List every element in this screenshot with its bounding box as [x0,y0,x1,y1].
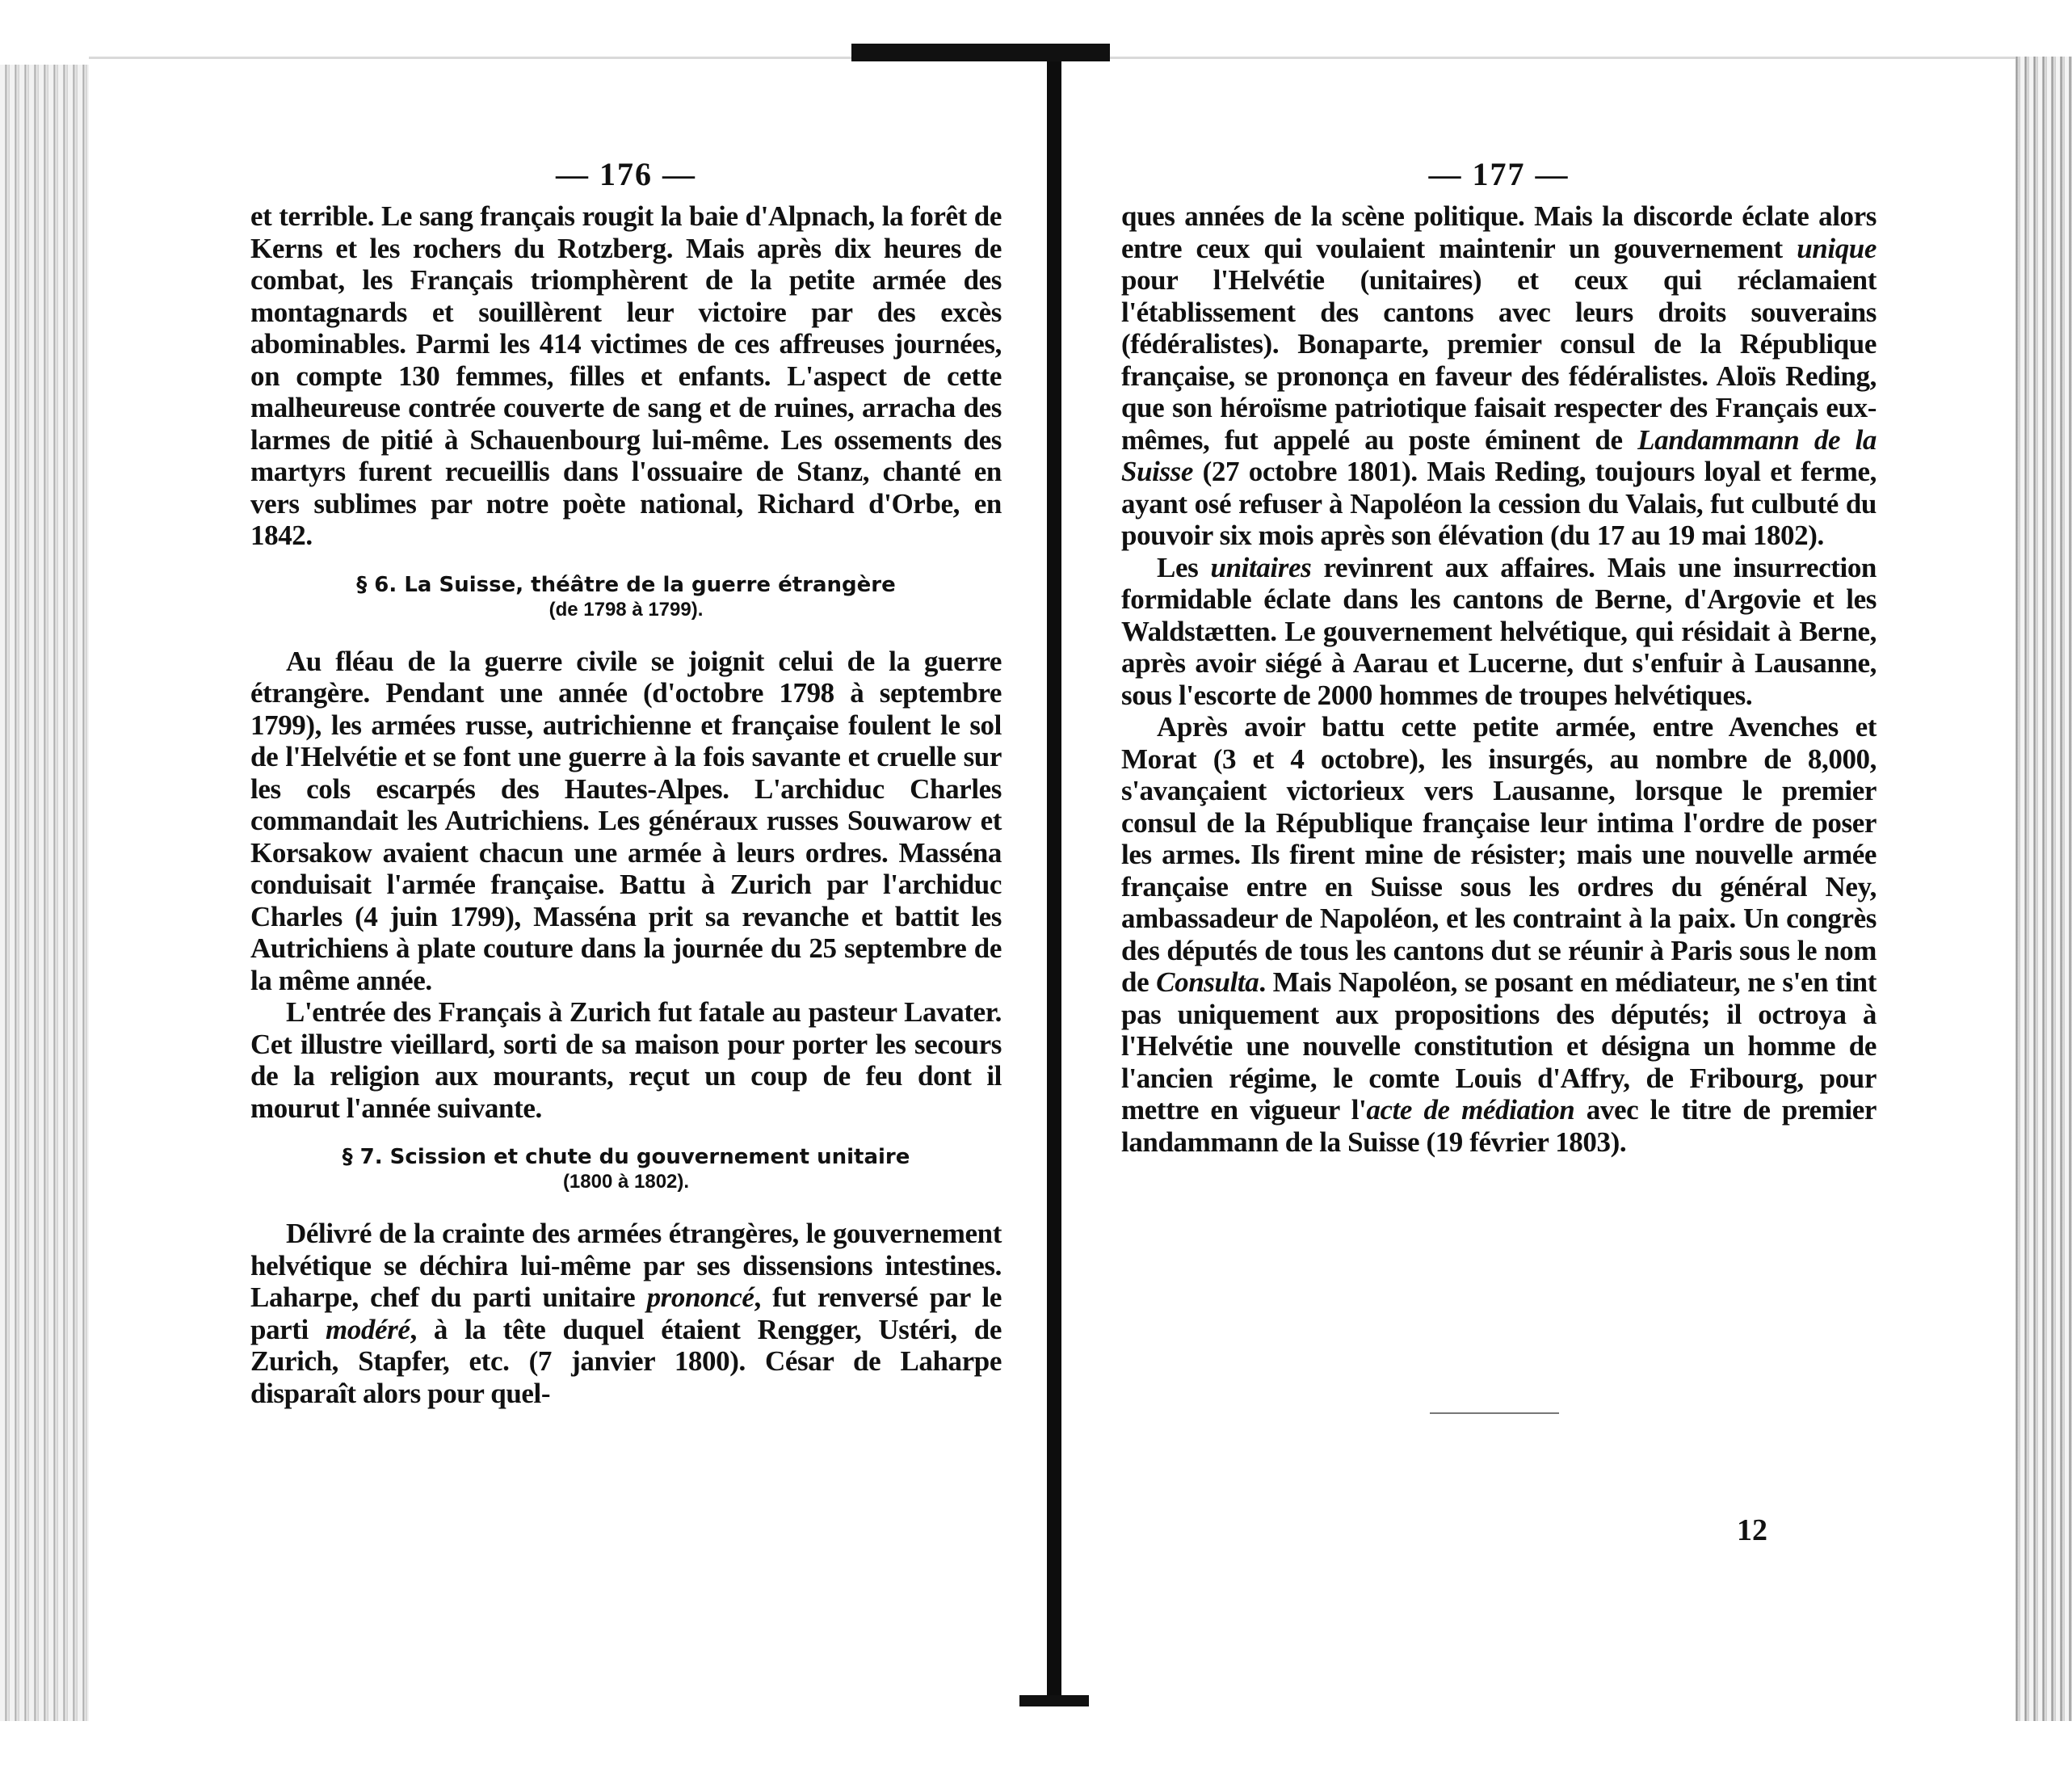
signature-mark: 12 [1737,1513,1767,1547]
text-run: Délivré de la crainte des armées étrangères, le gouvernement helvétique se déchira lui-même par ses dissensions intestines. Laharpe, chef du parti unitaire [250,1218,1002,1313]
italic-term: unique [1797,232,1877,264]
italic-term: unitaires [1210,551,1312,583]
paragraph: et terrible. Le sang français rougit la baie d'Alpnach, la forêt de Kerns et les rochers du Rotzberg. Mais après dix heures de combat, les Français triomphèrent de la petite armée des montagnards et souillèrent leur victoire par des excès abominables. Parmi les 414 victimes de ces affreuses journées, on compte 130 femmes, filles et enfants. L'aspect de cette malheureuse contrée couverte de sang et de ruines, arracha des larmes de pitié à Schauenbourg lui-même. Les ossements des martyrs furent recueillis dans l'ossuaire de Stanz, chanté en vers sublimes par notre poète national, Richard d'Orbe, en 1842. [250,200,1002,551]
text-run: , fut renversé par le parti [250,1281,1002,1345]
book-gutter [1047,61,1061,1703]
left-page-text [250,154,1002,1409]
italic-term: prononcé [646,1281,754,1313]
section-dates: (de 1798 à 1799). [548,598,704,621]
section-title: § 7. Scission et chute du gouvernement unitaire [342,1145,910,1169]
end-rule [1430,1412,1559,1414]
section-title: § 6. La Suisse, théâtre de la guerre étrangère [356,572,896,597]
text-run: pour l'Helvétie (unitaires) et ceux qui réclamaient l'établissement des cantons avec leurs droits souverains (fédéralistes). Bonaparte, premier consul de la République française, se prononça en faveur des fédéralistes. Aloïs Reding, que son héroïsme patriotique faisait respecter des Français eux-mêmes, fut appelé au poste éminent de [1121,264,1877,456]
paragraph: L'entrée des Français à Zurich fut fatale au pasteur Lavater. Cet illustre vieillard, sorti de sa maison pour porter les secours de la religion aux mourants, reçut un coup de feu dont il mourut l'année suivante. [250,996,1002,1124]
right-page-text [1121,154,1877,1158]
page-number-177: — 177 — [1428,156,1570,192]
text-run: , à la tête duquel étaient Rengger, Ustéri, de Zurich, Stapfer, etc. (7 janvier 1800). César de Laharpe disparaît alors pour quel- [250,1313,1002,1409]
text-run: ques années de la scène politique. Mais la discorde éclate alors entre ceux qui voulaient maintenir un gouvernement [1121,200,1877,264]
text-run: (27 octobre 1801). Mais Reding, toujours loyal et ferme, ayant osé refuser à Napoléon la cession du Valais, fut culbuté du pouvoir six mois après son élévation (du 17 au 19 mai 1802). [1121,456,1877,551]
text-run: avec le titre de premier landammann de la Suisse (19 février 1803). [1121,1094,1877,1158]
italic-term: Consulta [1156,966,1259,998]
right-page-edges [2011,57,2072,1721]
italic-term: modéré [325,1313,410,1345]
paragraph: Au fléau de la guerre civile se joignit celui de la guerre étrangère. Pendant une année (d'octobre 1798 à septembre 1799), les armées russe, autrichienne et française foulent le sol de l'Helvétie et se font une guerre à la fois savante et cruelle sur les cols escarpés des Hautes-Alpes. L'archiduc Charles commandait les Autrichiens. Les généraux russes Souwarow et Korsakow avaient chacun une armée à leurs ordres. Masséna conduisait l'armée française. Battu à Zurich par l'archiduc Charles (4 juin 1799), Masséna prit sa revanche et battit les Autrichiens à plate couture dans la journée du 25 septembre de la même année. [250,645,1002,996]
text-run: . Mais Napoléon, se posant en médiateur, ne s'en tint pas uniquement aux propositions des députés; il octroya à l'Helvétie une nouvelle constitution et désigna un homme de l'ancien régime, le comte Louis d'Affry, de Fribourg, pour mettre en vigueur l' [1121,966,1877,1126]
italic-term: acte de médiation [1366,1094,1575,1126]
paragraph [1121,200,1877,552]
gutter-bottom-bar [1019,1695,1089,1706]
section-7-heading [250,1143,1002,1193]
page-number-176: — 176 — [556,156,696,192]
paragraph [1121,552,1877,712]
left-page-edges [0,65,97,1721]
paragraph [250,1218,1002,1409]
text-run: Les [1157,551,1211,583]
text-run: Après avoir battu cette petite armée, entre Avenches et Morat (3 et 4 octobre), les insurgés, au nombre de 8,000, s'avançaient victorieux vers Lausanne, lorsque le premier consul de la République française leur intima l'ordre de poser les armes. Ils firent mine de résister; mais une nouvelle armée française entre en Suisse sous les ordres du général Ney, ambassadeur de Napoléon, et les contraint à la paix. Un congrès des députés de tous les cantons dut se réunir à Paris sous le nom de [1121,711,1877,998]
section-dates: (1800 à 1802). [562,1171,690,1193]
gutter-top-bar [851,44,1110,61]
paragraph [1121,711,1877,1158]
section-6-heading [250,571,1002,621]
italic-term: Landammann de la Suisse [1121,423,1877,487]
text-run: revinrent aux affaires. Mais une insurrection formidable éclate dans les cantons de Berne, d'Argovie et les Waldstætten. Le gouvernement helvétique, qui résidait à Berne, après avoir siégé à Aarau et Lucerne, dut s'enfuir à Lausanne, sous l'escorte de 2000 hommes de troupes helvétiques. [1121,551,1877,711]
